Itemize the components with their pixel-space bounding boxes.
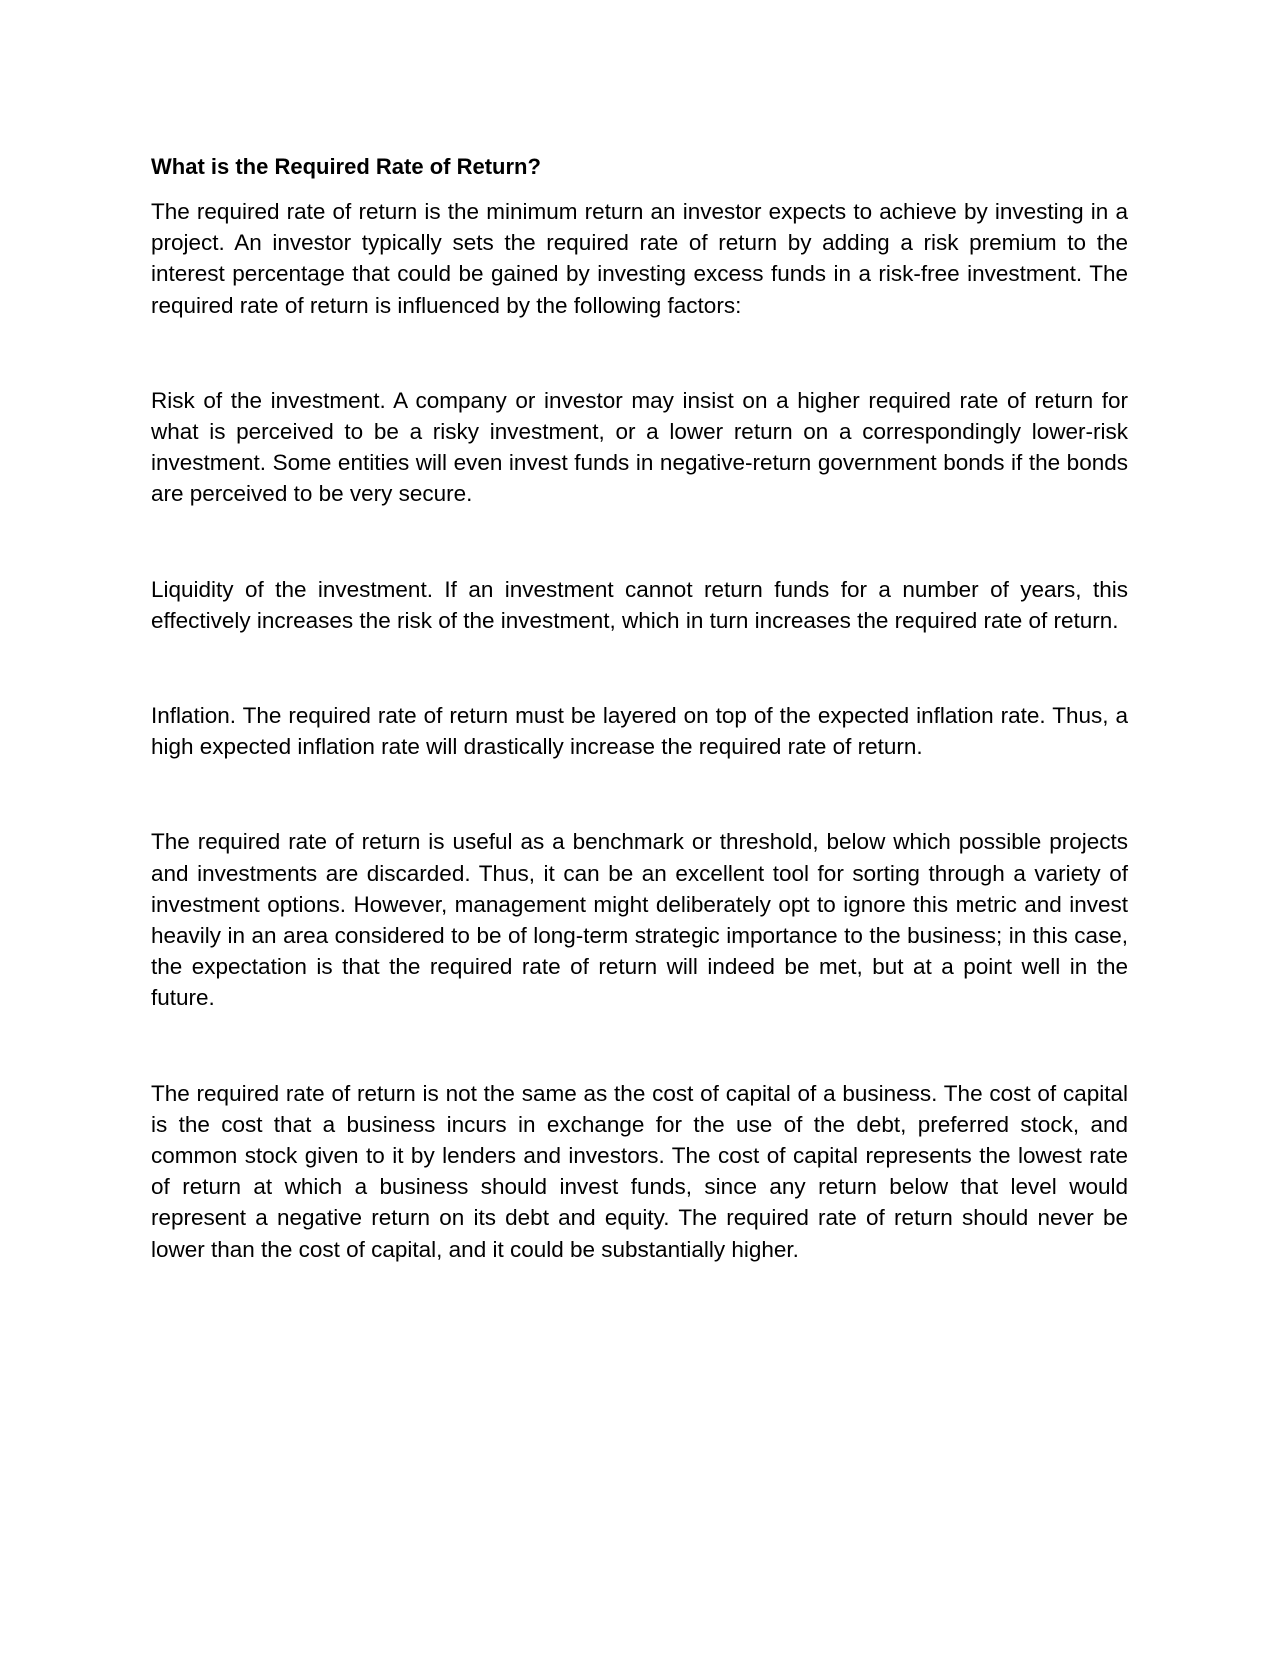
- document-title: What is the Required Rate of Return?: [151, 154, 541, 179]
- paragraph-inflation: Inflation. The required rate of return must be layered on top of the expected inflation rate. Thus, a high expected inflation rate will drastically increase the required rate of return.: [151, 703, 1128, 760]
- paragraph-liquidity: Liquidity of the investment. If an investment cannot return funds for a number of years, this effectively increases the risk of the investment, which in turn increases the required rate of return.: [151, 576, 1128, 633]
- paragraph-intro: The required rate of return is the minimum return an investor expects to achieve by investing in a project. An investor typically sets the required rate of return by adding a risk premium to the interest percentage that could be gained by investing excess funds in a risk-free investment. The required rate of return is influenced by the following factors:: [151, 199, 1128, 318]
- paragraph-benchmark: The required rate of return is useful as a benchmark or threshold, below which possible projects and investments are discarded. Thus, it can be an excellent tool for sorting through a variety of investment options. However, management might deliberately opt to ignore this metric and invest heavily in an area considered to be of long-term strategic importance to the business; in this case, the expectation is that the required rate of return will indeed be met, but at a point well in the future.: [151, 829, 1128, 1011]
- paragraph-cost-of-capital: The required rate of return is not the same as the cost of capital of a business. The cost of capital is the cost that a business incurs in exchange for the use of the debt, preferred stock, and common stock given to it by lenders and investors. The cost of capital represents the lowest rate of return at which a business should invest funds, since any return below that level would represent a negative return on its debt and equity. The required rate of return should never be lower than the cost of capital, and it could be substantially higher.: [151, 1080, 1128, 1262]
- document-body: [151, 150, 1128, 1265]
- paragraph-risk: Risk of the investment. A company or investor may insist on a higher required rate of return for what is perceived to be a risky investment, or a lower return on a correspondingly lower-risk investment. Some entities will even invest funds in negative-return government bonds if the bonds are perceived to be very secure.: [151, 387, 1128, 507]
